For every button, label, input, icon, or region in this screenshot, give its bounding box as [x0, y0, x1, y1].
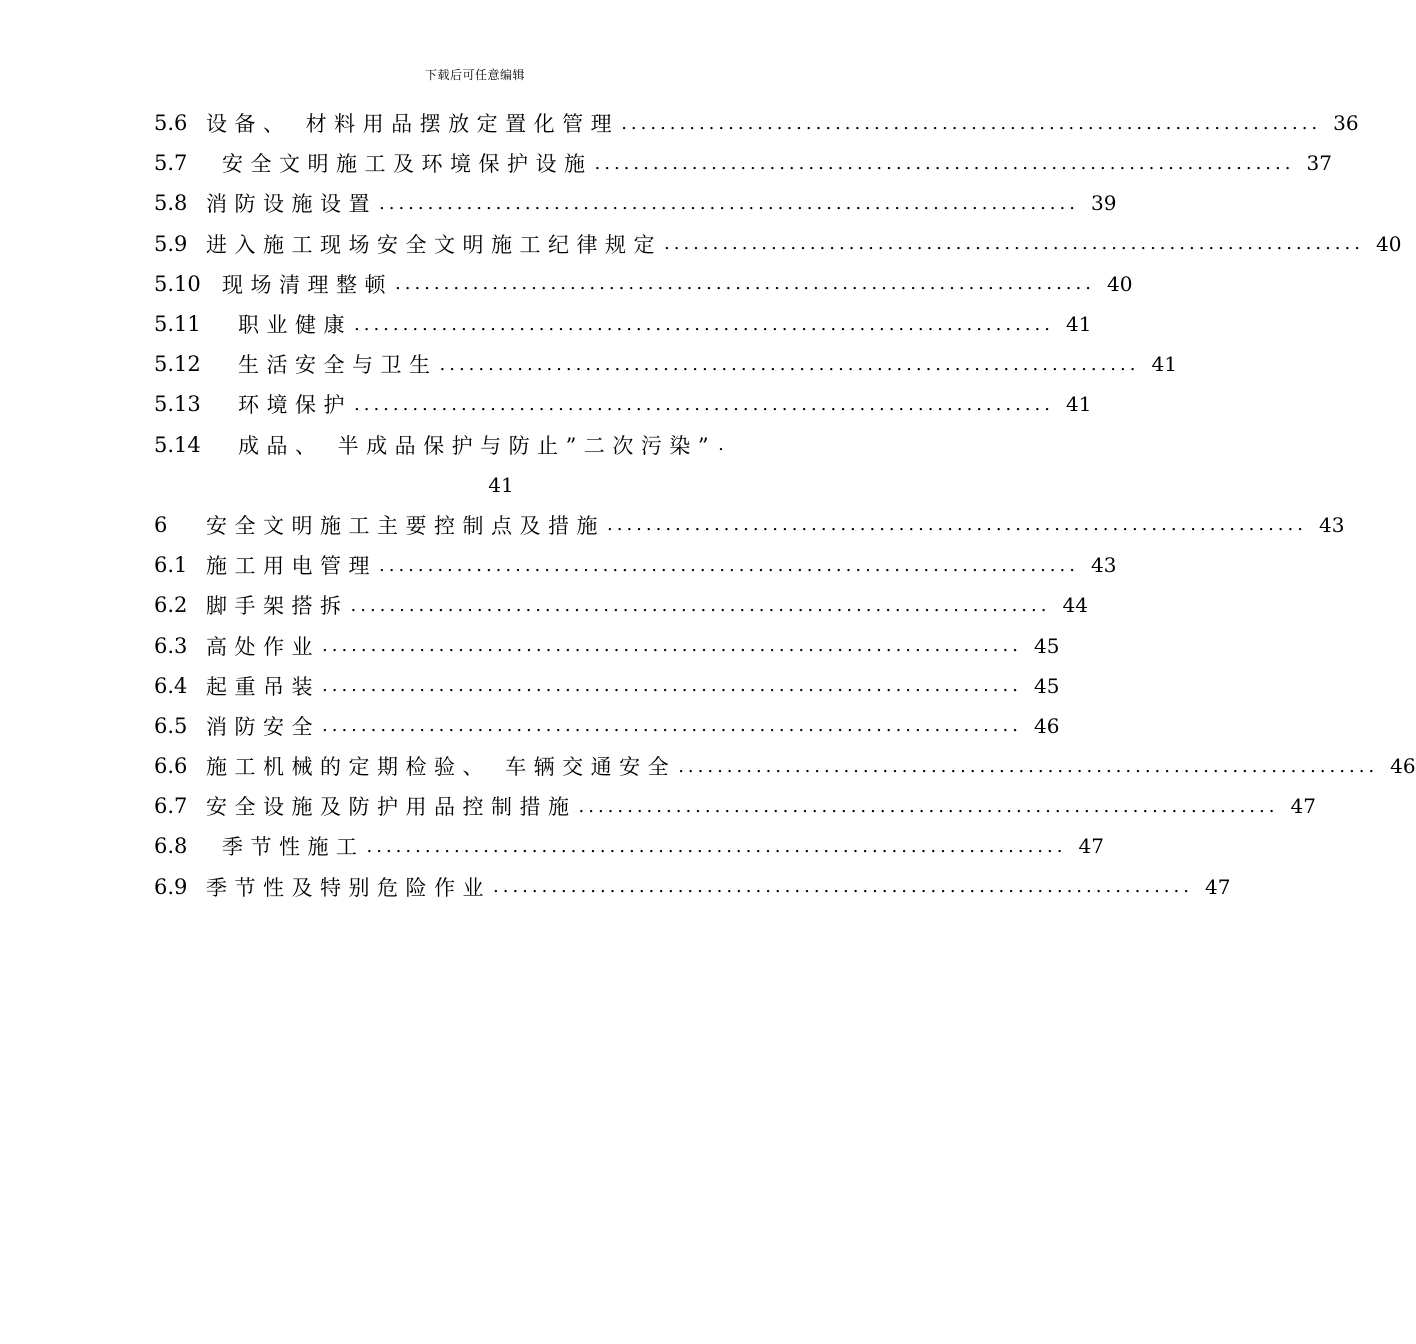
toc-entry-title: 季节性施工: [222, 835, 365, 860]
toc-entry-page: 47: [1078, 834, 1104, 859]
toc-leader-dots: ........................................................................: [366, 835, 1067, 857]
toc-entry[interactable]: [154, 425, 848, 465]
toc-entry-page: 40: [1106, 271, 1133, 296]
toc-entry-page: 45: [1033, 633, 1060, 658]
toc-entry-number: 6.3: [154, 633, 188, 658]
toc-leader-dots: ........................................................................: [607, 514, 1307, 536]
toc-entry[interactable]: [154, 786, 1316, 826]
toc-leader-dots: ........................................................................: [322, 635, 1022, 657]
toc-entry-number: 6.4: [154, 673, 188, 698]
toc-entry-page: 41: [1065, 312, 1092, 337]
toc-entry[interactable]: [154, 666, 1060, 706]
toc-entry[interactable]: [154, 304, 1092, 344]
toc-entry-title: 消防设施设置: [206, 192, 377, 217]
toc-entry-number: 5.8: [154, 191, 188, 216]
toc-entry[interactable]: [154, 344, 1177, 384]
toc-entry-title: 现场清理整顿: [222, 272, 393, 297]
toc-entry[interactable]: [154, 505, 1345, 545]
toc-entry[interactable]: [154, 625, 1060, 665]
toc-entry-title: 职业健康: [238, 313, 352, 338]
toc-entry[interactable]: [154, 746, 1416, 786]
toc-entry-title: 安全设施及防护用品控制措施: [206, 795, 577, 820]
toc-entry-page: 37: [1306, 151, 1332, 176]
toc-entry-number: 6.7: [154, 794, 188, 819]
toc-entry-title: 施工用电管理: [206, 554, 377, 579]
toc-entry[interactable]: [154, 585, 1088, 625]
toc-entry-number: 5.6: [154, 111, 188, 136]
toc-entry-number: 6.1: [154, 553, 188, 578]
toc-entry-page: 47: [1204, 874, 1231, 899]
toc-entry-title: 起重吊装: [206, 674, 320, 699]
toc-entry-page: 44: [1062, 593, 1088, 618]
toc-entry-title: 环境保护: [238, 393, 352, 418]
toc-entry-title: 高处作业: [206, 634, 320, 659]
toc-entry-number: 5.7: [154, 151, 188, 176]
toc-entry[interactable]: [154, 183, 1117, 223]
table-of-contents: [154, 103, 1416, 907]
toc-leader-dots: ........................................................................: [621, 112, 1322, 134]
toc-entry[interactable]: [154, 224, 1402, 264]
toc-entry-number: 6: [154, 512, 168, 537]
toc-leader-dots: ........................................................................: [678, 755, 1379, 777]
toc-entry-title: 施工机械的定期检验、 车辆交通安全: [206, 755, 677, 780]
toc-entry-title: 成品、 半成品保护与防止”二次污染”: [238, 433, 717, 458]
toc-entry-number: 6.5: [154, 713, 188, 738]
toc-entry[interactable]: [154, 867, 1231, 907]
toc-entry-page: 43: [1090, 553, 1117, 578]
toc-leader-dots: ........................................................................: [493, 876, 1193, 898]
toc-entry-title: 消防安全: [206, 714, 320, 739]
toc-entry-page: 46: [1033, 713, 1060, 738]
toc-entry-title: 进入施工现场安全文明施工纪律规定: [206, 232, 662, 257]
toc-entry-number: 6.2: [154, 593, 188, 618]
toc-entry[interactable]: [154, 826, 1104, 866]
toc-leader-dots: ........................................................................: [439, 353, 1140, 375]
toc-entry-page: 45: [1033, 673, 1060, 698]
toc-entry-page: 41: [1065, 392, 1092, 417]
toc-entry-number: 6.6: [154, 754, 188, 779]
toc-entry-title: 生活安全与卫生: [238, 353, 438, 378]
toc-entry-title: 安全文明施工及环境保护设施: [222, 152, 593, 177]
toc-entry-page: 39: [1090, 191, 1117, 216]
toc-entry-number: 5.12: [154, 352, 201, 377]
toc-entry-number: 5.14: [154, 432, 201, 457]
toc-entry-page: 47: [1290, 794, 1316, 819]
toc-entry-number: 6.8: [154, 834, 188, 859]
toc-entry[interactable]: [154, 384, 1092, 424]
toc-entry-number: 6.9: [154, 874, 188, 899]
toc-entry-title: 脚手架搭拆: [206, 594, 349, 619]
toc-entry[interactable]: [154, 103, 1359, 143]
toc-entry-title: 安全文明施工主要控制点及措施: [206, 513, 605, 538]
toc-leader-dots: ........................................................................: [350, 594, 1051, 616]
toc-entry-title: 设备、 材料用品摆放定置化管理: [206, 112, 620, 137]
toc-leader-dots: ........................................................................: [354, 313, 1054, 335]
toc-entry-page: 43: [1318, 512, 1345, 537]
toc-leader-dots: ........................................................................: [578, 795, 1279, 817]
toc-entry-title: 季节性及特别危险作业: [206, 875, 491, 900]
toc-entry[interactable]: [154, 545, 1117, 585]
toc-entry-number: 5.9: [154, 231, 188, 256]
page-header: 下载后可任意编辑: [424, 68, 525, 82]
toc-entry[interactable]: [154, 143, 1332, 183]
toc-entry-page: 40: [1375, 231, 1402, 256]
toc-entry-number: 5.10: [154, 271, 201, 296]
toc-entry-page: 36: [1333, 111, 1359, 136]
toc-leader-dots: ........................................................................: [354, 393, 1054, 415]
toc-entry[interactable]: [154, 264, 1133, 304]
toc-entry-number: 5.13: [154, 392, 201, 417]
toc-entry-page: 46: [1390, 754, 1416, 779]
toc-entry-number: 5.11: [154, 312, 201, 337]
toc-leader-dots: .: [718, 434, 728, 456]
toc-leader-dots: ........................................................................: [379, 554, 1079, 576]
toc-leader-dots: ........................................................................: [395, 273, 1095, 295]
toc-leader-dots: ........................................................................: [322, 715, 1022, 737]
toc-entry[interactable]: [154, 706, 1060, 746]
toc-leader-dots: ........................................................................: [322, 675, 1022, 697]
toc-leader-dots: ........................................................................: [594, 152, 1295, 174]
toc-leader-dots: ........................................................................: [664, 233, 1364, 255]
toc-entry-page: 41: [1151, 352, 1177, 377]
toc-leader-dots: ........................................................................: [379, 192, 1079, 214]
toc-entry-page: 41: [488, 472, 514, 497]
